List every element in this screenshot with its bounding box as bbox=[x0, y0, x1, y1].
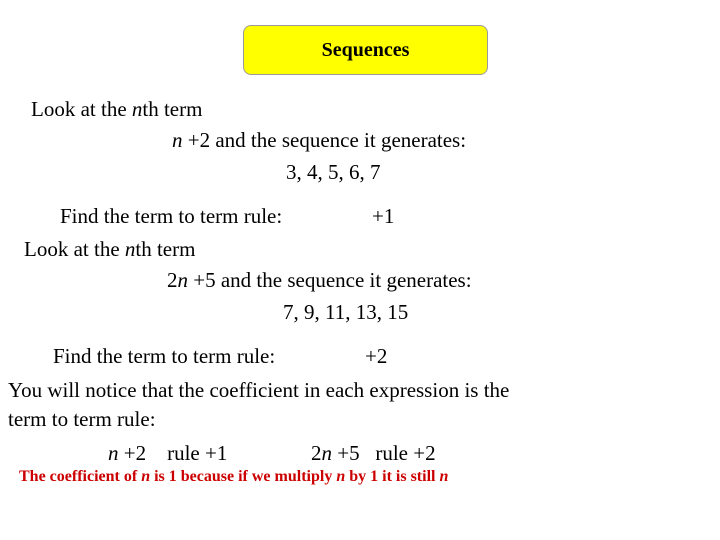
summary-2-rest: +5 rule +2 bbox=[332, 441, 436, 465]
conclusion-text-b: is 1 because if we multiply bbox=[150, 468, 337, 485]
ex2-expr-coef: 2 bbox=[167, 268, 178, 292]
page-title: Sequences bbox=[321, 38, 410, 61]
summary-2-coef: 2 bbox=[311, 441, 322, 465]
ex2-expression bbox=[167, 268, 472, 292]
conclusion bbox=[19, 467, 448, 487]
ex2-intro-text: Look at the bbox=[24, 237, 125, 261]
ex1-intro-text: Look at the bbox=[31, 97, 132, 121]
ex1-sequence: 3, 4, 5, 6, 7 bbox=[286, 160, 381, 184]
notice-line-1: You will notice that the coefficient in each expression is the bbox=[8, 378, 510, 402]
ex2-sequence: 7, 9, 11, 13, 15 bbox=[283, 300, 409, 324]
ex1-expression bbox=[172, 128, 466, 152]
summary-2-n: n bbox=[321, 441, 332, 465]
conclusion-n-3: n bbox=[439, 468, 449, 485]
ex1-intro-n: n bbox=[131, 97, 143, 121]
ex1-rule-value: +1 bbox=[372, 204, 395, 228]
ex1-expr-n: n bbox=[172, 128, 183, 152]
ex2-rule-value: +2 bbox=[365, 344, 388, 368]
summary-1-rest: +2 rule +1 bbox=[118, 441, 228, 465]
conclusion-n-2: n bbox=[336, 468, 346, 485]
ex1-intro bbox=[31, 97, 202, 121]
conclusion-text-c: by 1 it is still bbox=[345, 468, 440, 485]
ex2-expr-rest: +5 and the sequence it generates: bbox=[188, 268, 472, 292]
summary-1 bbox=[108, 441, 227, 465]
summary-1-n: n bbox=[108, 441, 119, 465]
notice-line-2: term to term rule: bbox=[8, 407, 156, 431]
ex1-intro-suffix: th term bbox=[142, 97, 203, 121]
ex2-rule-label: Find the term to term rule: bbox=[53, 344, 276, 368]
ex1-rule-label: Find the term to term rule: bbox=[60, 204, 283, 228]
conclusion-n-1: n bbox=[141, 468, 151, 485]
title-box bbox=[243, 25, 488, 75]
ex1-expr-rest: +2 and the sequence it generates: bbox=[182, 128, 467, 152]
ex2-expr-n: n bbox=[177, 268, 188, 292]
ex2-intro-n: n bbox=[124, 237, 136, 261]
summary-2 bbox=[311, 441, 436, 465]
conclusion-text-a: The coefficient of bbox=[19, 468, 142, 485]
ex2-intro-suffix: th term bbox=[135, 237, 196, 261]
ex2-intro bbox=[24, 237, 195, 261]
